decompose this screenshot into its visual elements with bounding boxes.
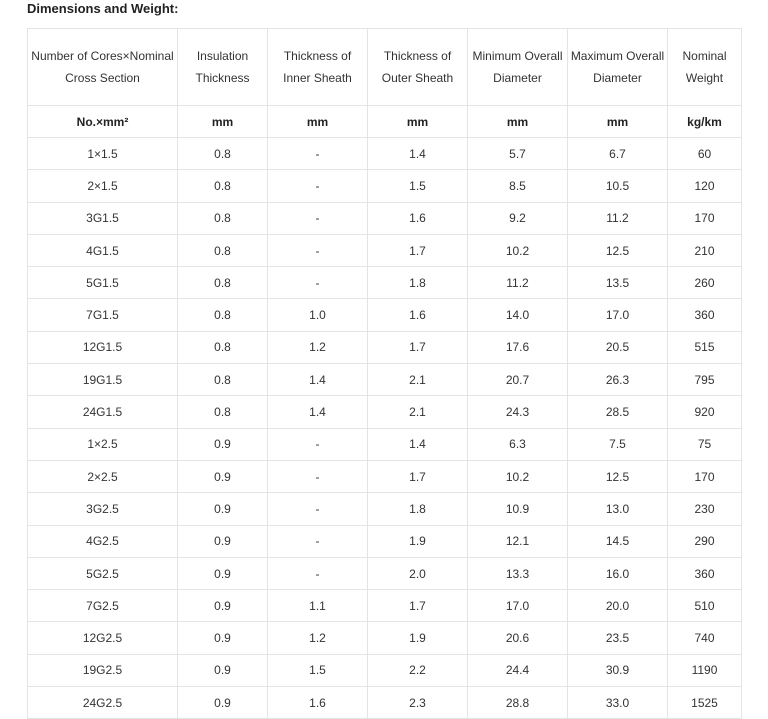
insulation-cell: 0.9 (178, 654, 268, 686)
cores-section-cell: 1×1.5 (28, 138, 178, 170)
max-diameter-cell: 7.5 (568, 428, 668, 460)
outer-sheath-cell: 1.4 (368, 428, 468, 460)
dimensions-weight-table (27, 28, 742, 719)
table-row (28, 364, 742, 396)
unit-cell: mm (268, 106, 368, 138)
min-diameter-cell: 24.4 (468, 654, 568, 686)
unit-cell: kg/km (668, 106, 742, 138)
table-row (28, 138, 742, 170)
header-max-diameter: Maximum Overall Diameter (568, 29, 668, 106)
min-diameter-cell: 9.2 (468, 202, 568, 234)
min-diameter-cell: 28.8 (468, 687, 568, 719)
table-row (28, 622, 742, 654)
max-diameter-cell: 12.5 (568, 460, 668, 492)
table-row (28, 557, 742, 589)
cores-section-cell: 5G2.5 (28, 557, 178, 589)
cores-section-cell: 24G1.5 (28, 396, 178, 428)
table-row (28, 525, 742, 557)
insulation-cell: 0.8 (178, 396, 268, 428)
weight-cell: 360 (668, 299, 742, 331)
insulation-cell: 0.9 (178, 557, 268, 589)
inner-sheath-cell: - (268, 202, 368, 234)
min-diameter-cell: 20.6 (468, 622, 568, 654)
cores-section-cell: 2×2.5 (28, 460, 178, 492)
max-diameter-cell: 11.2 (568, 202, 668, 234)
table-row (28, 460, 742, 492)
min-diameter-cell: 14.0 (468, 299, 568, 331)
table-row (28, 331, 742, 363)
inner-sheath-cell: - (268, 557, 368, 589)
outer-sheath-cell: 1.9 (368, 622, 468, 654)
weight-cell: 1525 (668, 687, 742, 719)
table-units-row (28, 106, 742, 138)
min-diameter-cell: 24.3 (468, 396, 568, 428)
weight-cell: 60 (668, 138, 742, 170)
inner-sheath-cell: - (268, 267, 368, 299)
unit-cell: mm (178, 106, 268, 138)
insulation-cell: 0.8 (178, 234, 268, 266)
cores-section-cell: 4G1.5 (28, 234, 178, 266)
inner-sheath-cell: - (268, 234, 368, 266)
min-diameter-cell: 13.3 (468, 557, 568, 589)
cores-section-cell: 12G2.5 (28, 622, 178, 654)
insulation-cell: 0.9 (178, 525, 268, 557)
max-diameter-cell: 23.5 (568, 622, 668, 654)
max-diameter-cell: 13.5 (568, 267, 668, 299)
insulation-cell: 0.9 (178, 428, 268, 460)
table-row (28, 687, 742, 719)
weight-cell: 210 (668, 234, 742, 266)
max-diameter-cell: 14.5 (568, 525, 668, 557)
inner-sheath-cell: 1.1 (268, 590, 368, 622)
insulation-cell: 0.8 (178, 299, 268, 331)
insulation-cell: 0.9 (178, 622, 268, 654)
table-row (28, 170, 742, 202)
inner-sheath-cell: 1.4 (268, 396, 368, 428)
outer-sheath-cell: 1.7 (368, 331, 468, 363)
max-diameter-cell: 13.0 (568, 493, 668, 525)
inner-sheath-cell: - (268, 525, 368, 557)
max-diameter-cell: 26.3 (568, 364, 668, 396)
insulation-cell: 0.9 (178, 460, 268, 492)
outer-sheath-cell: 2.2 (368, 654, 468, 686)
cores-section-cell: 24G2.5 (28, 687, 178, 719)
insulation-cell: 0.8 (178, 331, 268, 363)
outer-sheath-cell: 1.6 (368, 299, 468, 331)
outer-sheath-cell: 1.8 (368, 493, 468, 525)
table-row (28, 654, 742, 686)
table-row (28, 493, 742, 525)
weight-cell: 290 (668, 525, 742, 557)
min-diameter-cell: 10.9 (468, 493, 568, 525)
inner-sheath-cell: 1.0 (268, 299, 368, 331)
min-diameter-cell: 8.5 (468, 170, 568, 202)
outer-sheath-cell: 1.6 (368, 202, 468, 234)
table-row (28, 267, 742, 299)
cores-section-cell: 12G1.5 (28, 331, 178, 363)
outer-sheath-cell: 2.1 (368, 396, 468, 428)
weight-cell: 120 (668, 170, 742, 202)
weight-cell: 230 (668, 493, 742, 525)
weight-cell: 795 (668, 364, 742, 396)
min-diameter-cell: 11.2 (468, 267, 568, 299)
weight-cell: 75 (668, 428, 742, 460)
outer-sheath-cell: 1.7 (368, 460, 468, 492)
min-diameter-cell: 5.7 (468, 138, 568, 170)
unit-cell: mm (468, 106, 568, 138)
min-diameter-cell: 20.7 (468, 364, 568, 396)
outer-sheath-cell: 1.5 (368, 170, 468, 202)
outer-sheath-cell: 2.0 (368, 557, 468, 589)
min-diameter-cell: 10.2 (468, 234, 568, 266)
inner-sheath-cell: - (268, 170, 368, 202)
weight-cell: 1190 (668, 654, 742, 686)
min-diameter-cell: 17.6 (468, 331, 568, 363)
insulation-cell: 0.8 (178, 170, 268, 202)
inner-sheath-cell: 1.6 (268, 687, 368, 719)
inner-sheath-cell: - (268, 428, 368, 460)
cores-section-cell: 5G1.5 (28, 267, 178, 299)
max-diameter-cell: 16.0 (568, 557, 668, 589)
header-min-diameter: Minimum Overall Diameter (468, 29, 568, 106)
weight-cell: 260 (668, 267, 742, 299)
inner-sheath-cell: 1.5 (268, 654, 368, 686)
table-row (28, 234, 742, 266)
table-row (28, 299, 742, 331)
cores-section-cell: 7G2.5 (28, 590, 178, 622)
insulation-cell: 0.8 (178, 267, 268, 299)
section-heading: Dimensions and Weight: (27, 1, 179, 16)
table-header-row (28, 29, 742, 106)
max-diameter-cell: 10.5 (568, 170, 668, 202)
max-diameter-cell: 30.9 (568, 654, 668, 686)
weight-cell: 515 (668, 331, 742, 363)
max-diameter-cell: 6.7 (568, 138, 668, 170)
inner-sheath-cell: - (268, 460, 368, 492)
weight-cell: 510 (668, 590, 742, 622)
max-diameter-cell: 17.0 (568, 299, 668, 331)
unit-cell: mm (568, 106, 668, 138)
header-inner-sheath: Thickness of Inner Sheath (268, 29, 368, 106)
inner-sheath-cell: 1.2 (268, 331, 368, 363)
inner-sheath-cell: - (268, 493, 368, 525)
max-diameter-cell: 20.0 (568, 590, 668, 622)
unit-cell: mm (368, 106, 468, 138)
inner-sheath-cell: 1.2 (268, 622, 368, 654)
inner-sheath-cell: 1.4 (268, 364, 368, 396)
cores-section-cell: 4G2.5 (28, 525, 178, 557)
outer-sheath-cell: 1.9 (368, 525, 468, 557)
cores-section-cell: 3G1.5 (28, 202, 178, 234)
table-row (28, 590, 742, 622)
header-nominal-weight: Nominal Weight (668, 29, 742, 106)
outer-sheath-cell: 2.1 (368, 364, 468, 396)
insulation-cell: 0.8 (178, 364, 268, 396)
cores-section-cell: 3G2.5 (28, 493, 178, 525)
table-row (28, 202, 742, 234)
weight-cell: 740 (668, 622, 742, 654)
insulation-cell: 0.9 (178, 493, 268, 525)
weight-cell: 920 (668, 396, 742, 428)
header-insulation-thickness: Insulation Thickness (178, 29, 268, 106)
insulation-cell: 0.8 (178, 138, 268, 170)
cores-section-cell: 19G1.5 (28, 364, 178, 396)
cores-section-cell: 19G2.5 (28, 654, 178, 686)
cores-section-cell: 2×1.5 (28, 170, 178, 202)
cores-section-cell: 1×2.5 (28, 428, 178, 460)
min-diameter-cell: 10.2 (468, 460, 568, 492)
max-diameter-cell: 28.5 (568, 396, 668, 428)
inner-sheath-cell: - (268, 138, 368, 170)
outer-sheath-cell: 1.7 (368, 590, 468, 622)
outer-sheath-cell: 2.3 (368, 687, 468, 719)
insulation-cell: 0.8 (178, 202, 268, 234)
outer-sheath-cell: 1.7 (368, 234, 468, 266)
outer-sheath-cell: 1.4 (368, 138, 468, 170)
header-cores-section: Number of Cores×Nominal Cross Section (28, 29, 178, 106)
insulation-cell: 0.9 (178, 590, 268, 622)
cores-section-cell: 7G1.5 (28, 299, 178, 331)
weight-cell: 170 (668, 202, 742, 234)
weight-cell: 170 (668, 460, 742, 492)
min-diameter-cell: 12.1 (468, 525, 568, 557)
unit-cell: No.×mm² (28, 106, 178, 138)
outer-sheath-cell: 1.8 (368, 267, 468, 299)
max-diameter-cell: 20.5 (568, 331, 668, 363)
table-body (28, 29, 742, 719)
min-diameter-cell: 17.0 (468, 590, 568, 622)
header-outer-sheath: Thickness of Outer Sheath (368, 29, 468, 106)
table-row (28, 396, 742, 428)
weight-cell: 360 (668, 557, 742, 589)
insulation-cell: 0.9 (178, 687, 268, 719)
min-diameter-cell: 6.3 (468, 428, 568, 460)
max-diameter-cell: 12.5 (568, 234, 668, 266)
table-row (28, 428, 742, 460)
max-diameter-cell: 33.0 (568, 687, 668, 719)
